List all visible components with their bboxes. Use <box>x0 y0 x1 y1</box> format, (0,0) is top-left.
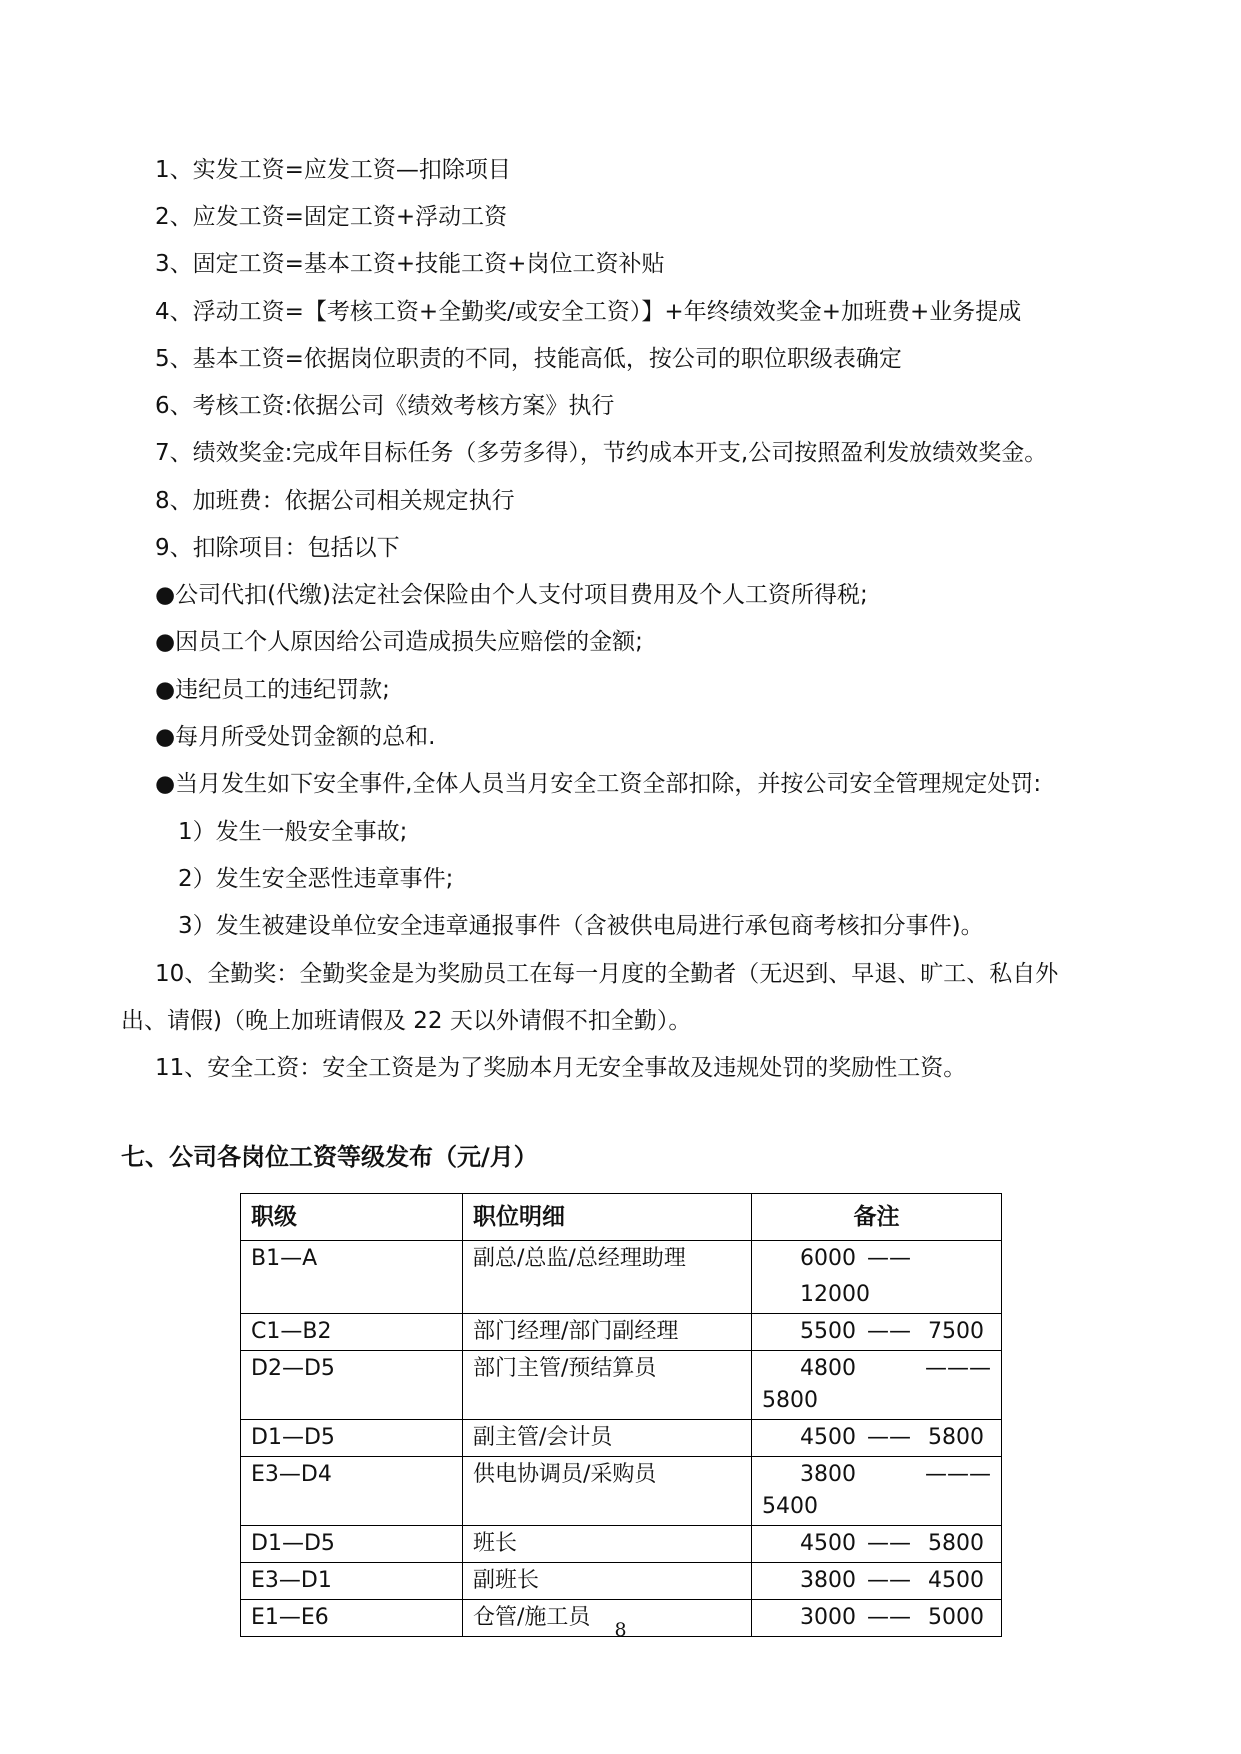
list-item: 3、固定工资=基本工资+技能工资+岗位工资补贴 <box>155 251 665 277</box>
column-header-remark: 备注 <box>752 1194 1002 1241</box>
bullet-item: ●当月发生如下安全事件,全体人员当月安全工资全部扣除，并按公司安全管理规定处罚: <box>155 771 1042 797</box>
column-header-grade: 职级 <box>241 1194 463 1241</box>
list-item-continuation: 出、请假)（晚上加班请假及 22 天以外请假不扣全勤）。 <box>121 1008 692 1034</box>
salary-max: 5800 <box>928 1425 984 1450</box>
list-item: 8、加班费：依据公司相关规定执行 <box>155 488 515 514</box>
range-dash: —— <box>867 1246 911 1271</box>
section-heading: 七、公司各岗位工资等级发布（元/月） <box>121 1143 538 1171</box>
salary-max: 4500 <box>928 1568 984 1593</box>
sub-item: 3）发生被建设单位安全违章通报事件（含被供电局进行承包商考核扣分事件)。 <box>178 913 984 939</box>
salary-range-cell <box>752 1563 1002 1600</box>
salary-max: 7500 <box>928 1319 984 1344</box>
list-item: 5、基本工资=依据岗位职责的不同，技能高低，按公司的职位职级表确定 <box>155 346 902 372</box>
position-cell: 班长 <box>463 1526 752 1563</box>
salary-range-cell <box>752 1351 1002 1420</box>
range-dash: —— <box>867 1568 911 1593</box>
list-item: 1、实发工资=应发工资—扣除项目 <box>155 157 511 183</box>
salary-range-cell <box>752 1457 1002 1526</box>
sub-item: 2）发生安全恶性违章事件; <box>178 866 454 892</box>
sub-item: 1）发生一般安全事故; <box>178 819 408 845</box>
salary-min: 3000 <box>800 1605 856 1630</box>
position-cell: 副主管/会计员 <box>463 1420 752 1457</box>
salary-grade-table <box>240 1193 1002 1637</box>
grade-cell: B1—A <box>241 1241 463 1314</box>
list-item: 4、浮动工资=【考核工资+全勤奖/或安全工资）】+年终绩效奖金+加班费+业务提成 <box>155 299 1022 325</box>
salary-max: 5800 <box>762 1388 818 1413</box>
bullet-item: ●每月所受处罚金额的总和. <box>155 724 436 750</box>
table-row <box>241 1351 1002 1420</box>
list-item: 11、安全工资：安全工资是为了奖励本月无安全事故及违规处罚的奖励性工资。 <box>155 1055 967 1081</box>
range-dash: ——— <box>925 1356 991 1381</box>
position-cell: 供电协调员/采购员 <box>463 1457 752 1526</box>
salary-min: 6000 <box>800 1246 856 1271</box>
position-cell: 副总/总监/总经理助理 <box>463 1241 752 1314</box>
position-cell: 部门主管/预结算员 <box>463 1351 752 1420</box>
position-cell: 仓管/施工员 <box>463 1600 752 1637</box>
grade-cell: E3—D1 <box>241 1563 463 1600</box>
bullet-item: ●违纪员工的违纪罚款; <box>155 677 390 703</box>
salary-max: 5400 <box>762 1494 818 1519</box>
range-dash: ——— <box>925 1462 991 1487</box>
grade-cell: D1—D5 <box>241 1526 463 1563</box>
grade-cell: E1—E6 <box>241 1600 463 1637</box>
salary-max: 5000 <box>928 1605 984 1630</box>
salary-max: 5800 <box>928 1531 984 1556</box>
salary-range-cell <box>752 1241 1002 1314</box>
grade-cell: E3—D4 <box>241 1457 463 1526</box>
salary-min: 5500 <box>800 1319 856 1344</box>
range-dash: —— <box>867 1605 911 1630</box>
salary-min: 4500 <box>800 1531 856 1556</box>
table-row <box>241 1563 1002 1600</box>
grade-cell: D1—D5 <box>241 1420 463 1457</box>
salary-min: 4500 <box>800 1425 856 1450</box>
bullet-item: ●公司代扣(代缴)法定社会保险由个人支付项目费用及个人工资所得税; <box>155 582 868 608</box>
salary-range-cell <box>752 1420 1002 1457</box>
salary-max: 12000 <box>800 1282 870 1307</box>
position-cell: 副班长 <box>463 1563 752 1600</box>
table-row <box>241 1457 1002 1526</box>
page-number: 8 <box>614 1619 627 1641</box>
grade-cell: D2—D5 <box>241 1351 463 1420</box>
list-item: 2、应发工资=固定工资+浮动工资 <box>155 204 508 230</box>
range-dash: —— <box>867 1531 911 1556</box>
salary-min: 3800 <box>800 1462 856 1487</box>
list-item: 7、绩效奖金:完成年目标任务（多劳多得），节约成本开支,公司按照盈利发放绩效奖金。 <box>155 440 1048 466</box>
salary-min: 4800 <box>800 1356 856 1381</box>
table-row <box>241 1420 1002 1457</box>
salary-min: 3800 <box>800 1568 856 1593</box>
range-dash: —— <box>867 1425 911 1450</box>
salary-range-cell <box>752 1314 1002 1351</box>
list-item: 10、全勤奖：全勤奖金是为奖励员工在每一月度的全勤者（无迟到、早退、旷工、私自外 <box>155 961 1059 987</box>
column-header-position: 职位明细 <box>463 1194 752 1241</box>
salary-range-cell <box>752 1526 1002 1563</box>
range-dash: —— <box>867 1319 911 1344</box>
table-header-row <box>241 1194 1002 1241</box>
table-row <box>241 1241 1002 1314</box>
list-item: 6、考核工资:依据公司《绩效考核方案》执行 <box>155 393 615 419</box>
position-cell: 部门经理/部门副经理 <box>463 1314 752 1351</box>
grade-cell: C1—B2 <box>241 1314 463 1351</box>
list-item: 9、扣除项目：包括以下 <box>155 535 400 561</box>
table-row <box>241 1314 1002 1351</box>
bullet-item: ●因员工个人原因给公司造成损失应赔偿的金额; <box>155 629 643 655</box>
table-row <box>241 1526 1002 1563</box>
